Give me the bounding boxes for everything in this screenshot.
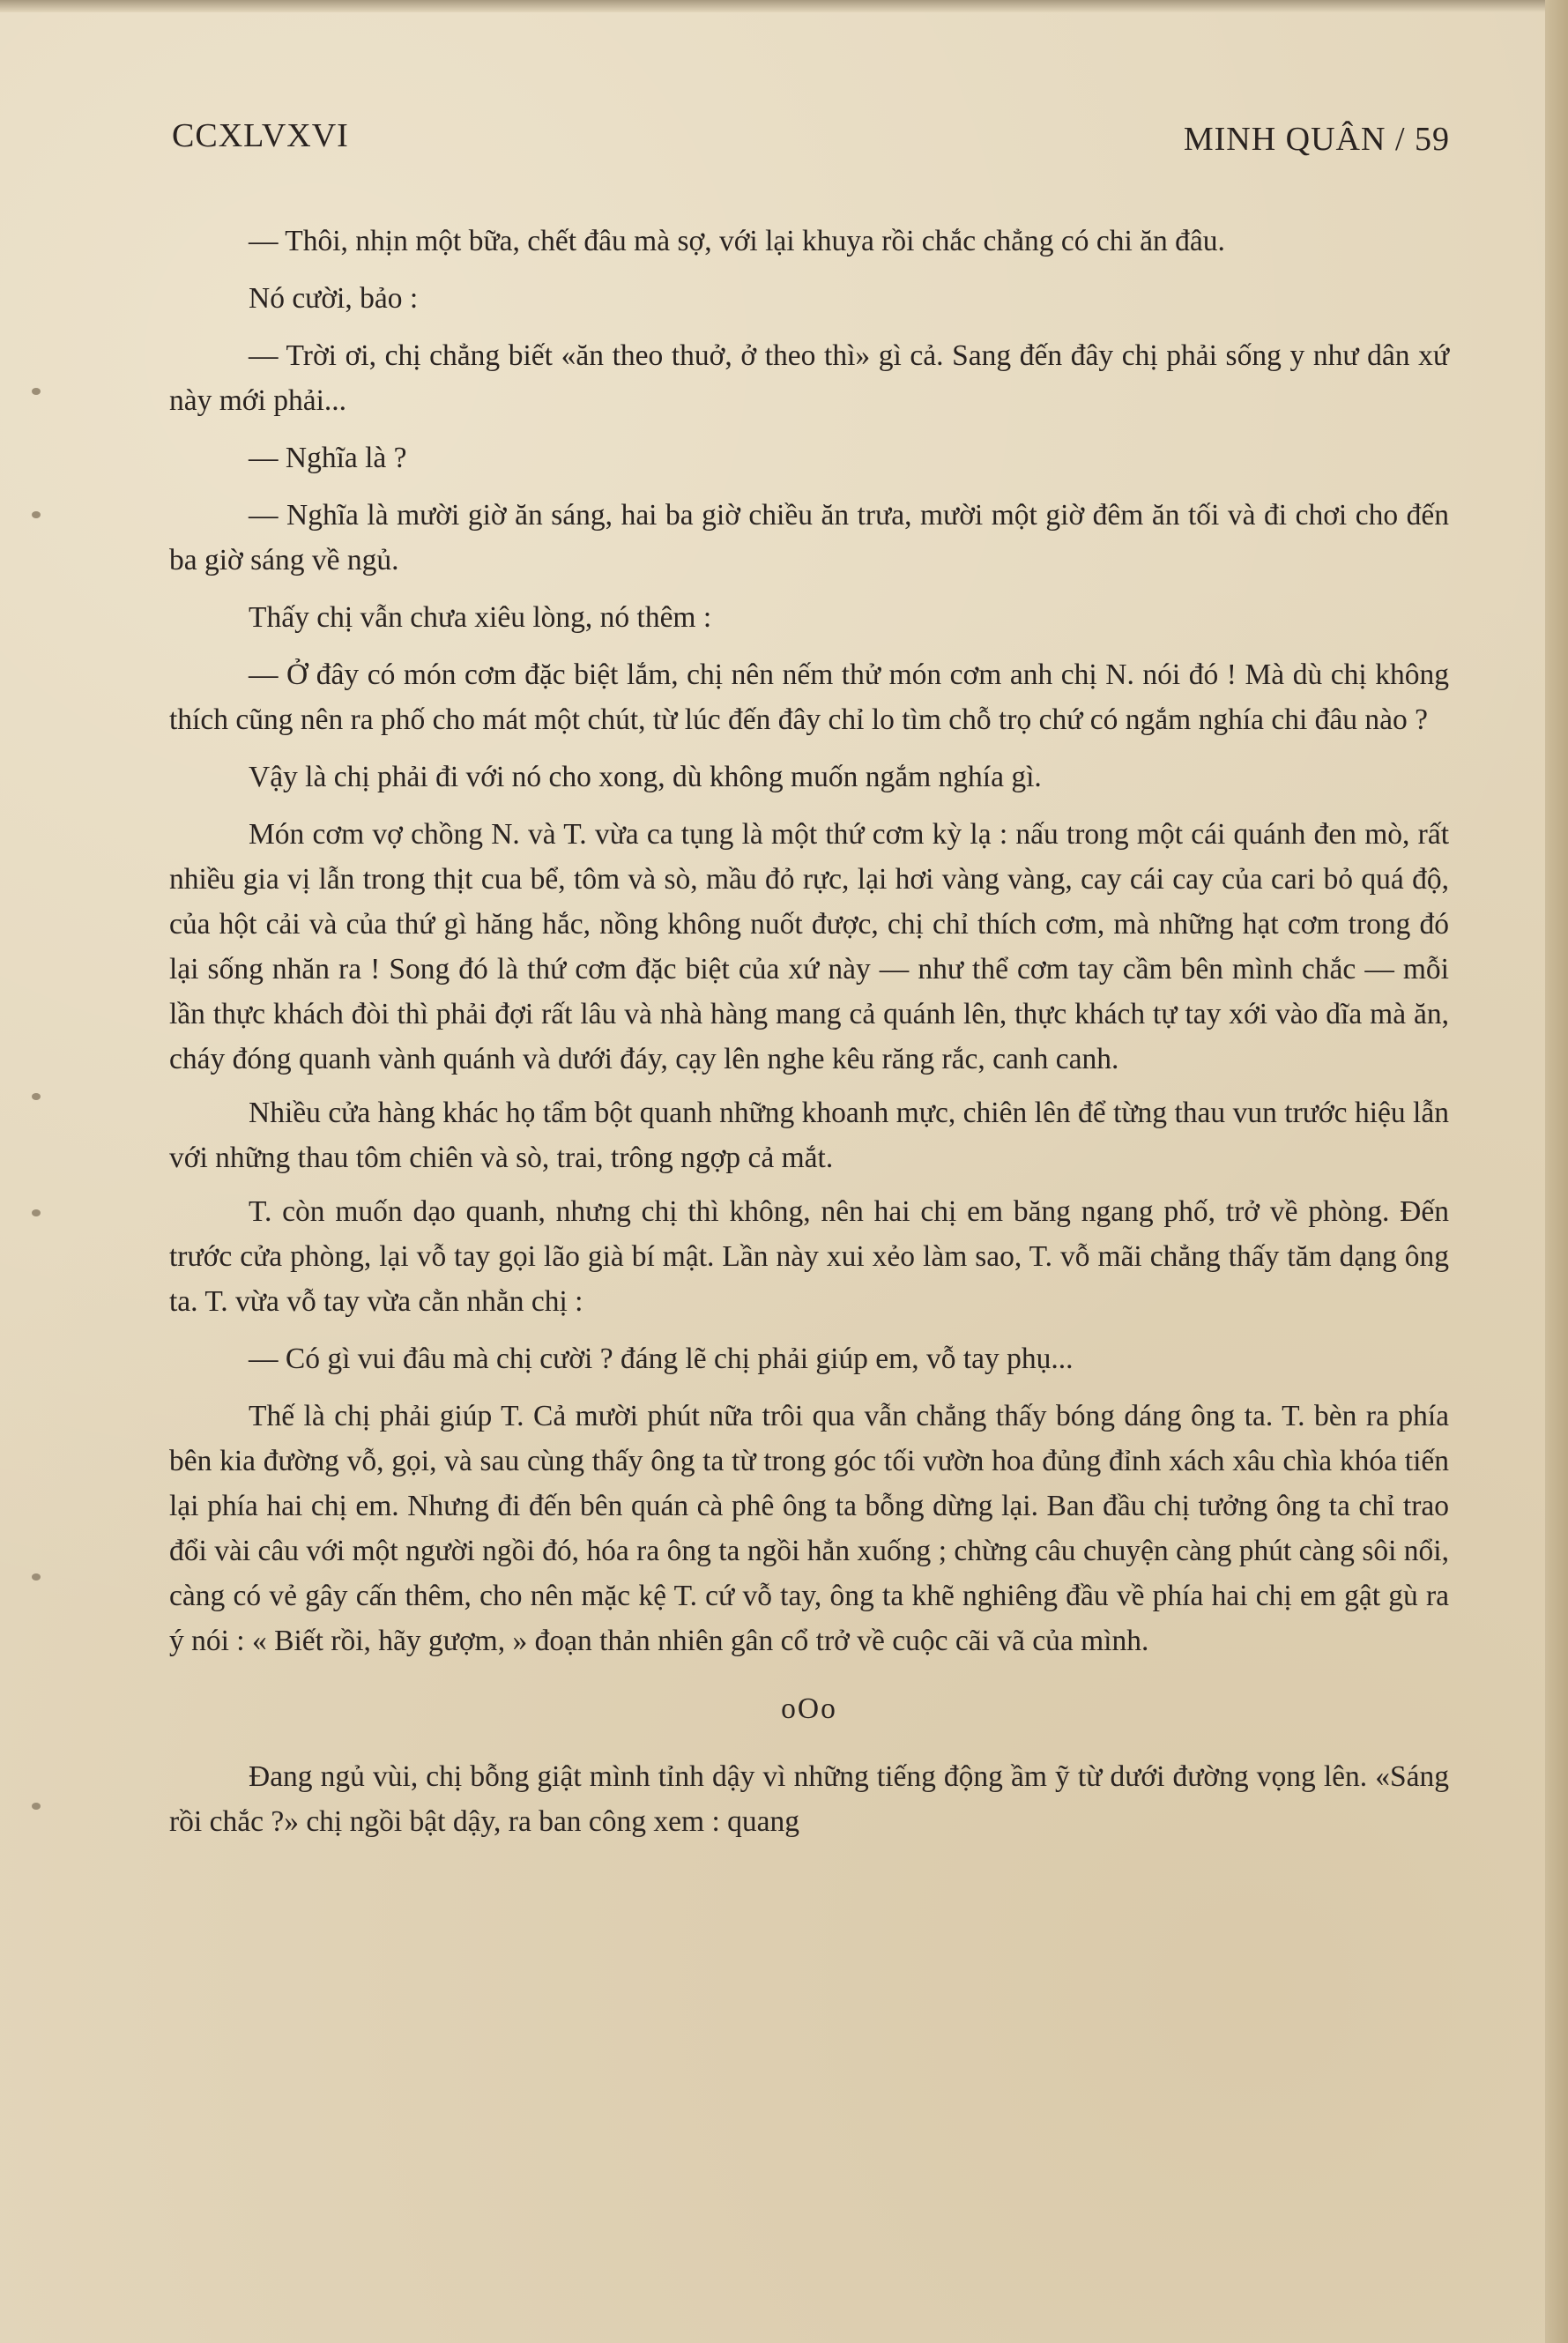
margin-speck (32, 511, 41, 518)
running-header (172, 116, 1450, 169)
paragraph: T. còn muốn dạo quanh, nhưng chị thì không, nên hai chị em băng ngang phố, trở về phòng. Đến trước cửa phòng, lại vỗ tay gọi lão già bí mật. Lần này xui xẻo làm sao, T. vỗ mãi chẳng thấy tăm dạng ông ta. T. vừa vỗ tay vừa cằn nhằn chị : (169, 1195, 1449, 1318)
section-separator: oOo (781, 1692, 837, 1725)
paragraph: — Thôi, nhịn một bữa, chết đâu mà sợ, với lại khuya rồi chắc chẳng có chi ăn đâu. (249, 225, 1225, 257)
paragraph: Vậy là chị phải đi với nó cho xong, dù không muốn ngắm nghía gì. (249, 761, 1042, 793)
paragraph: Thấy chị vẫn chưa xiêu lòng, nó thêm : (249, 601, 712, 634)
paragraph: — Ở đây có món cơm đặc biệt lắm, chị nên nếm thử món cơm anh chị N. nói đó ! Mà dù chị không thích cũng nên ra phố cho mát một chút, từ lúc đến đây chỉ lo tìm chỗ trọ chứ có ngắm nghía chi đâu nào ? (169, 658, 1449, 736)
paragraph: Thế là chị phải giúp T. Cả mười phút nữa trôi qua vẫn chẳng thấy bóng dáng ông ta. T. bèn ra phía bên kia đường vỗ, gọi, và sau cùng thấy ông ta từ trong góc tối vườn hoa đủng đỉnh xách xâu chìa khóa tiến lại phía hai chị em. Nhưng đi đến bên quán cà phê ông ta bỗng dừng lại. Ban đầu chị tưởng ông ta chỉ trao đổi vài câu với một người ngồi đó, hóa ra ông ta ngồi hẳn xuống ; chừng câu chuyện càng phút càng sôi nổi, càng có vẻ gây cấn thêm, cho nên mặc kệ T. cứ vỗ tay, ông ta khẽ nghiêng đầu về phía hai chị em gật gù ra ý nói : « Biết rồi, hãy gượm, » đoạn thản nhiên gân cổ trở về cuộc cãi vã của mình. (169, 1400, 1449, 1657)
paragraph: — Trời ơi, chị chẳng biết «ăn theo thuở, ở theo thì» gì cả. Sang đến đây chị phải sống y như dân xứ này mới phải... (169, 339, 1449, 417)
header-issue-number: CCXLVXVI (172, 117, 349, 154)
paragraph: — Nghĩa là mười giờ ăn sáng, hai ba giờ chiều ăn trưa, mười một giờ đêm ăn tối và đi chơi cho đến ba giờ sáng về ngủ. (169, 499, 1449, 576)
body-text (169, 219, 1449, 1856)
margin-speck (32, 388, 41, 395)
paragraph: Nó cười, bảo : (249, 282, 419, 315)
margin-speck (32, 1093, 41, 1100)
page-right-edge (1545, 0, 1568, 2343)
margin-speck (32, 1573, 41, 1581)
header-author-page: MINH QUÂN / 59 (1183, 121, 1450, 158)
margin-speck (32, 1803, 41, 1810)
paragraph: Nhiều cửa hàng khác họ tẩm bột quanh những khoanh mực, chiên lên để từng thau vun trước hiệu lẫn với những thau tôm chiên và sò, trai, trông ngợp cả mắt. (169, 1097, 1449, 1174)
paragraph: Đang ngủ vùi, chị bỗng giật mình tỉnh dậy vì những tiếng động ầm ỹ từ dưới đường vọng lên. «Sáng rồi chắc ?» chị ngồi bật dậy, ra ban công xem : quang (169, 1760, 1449, 1838)
margin-speck (32, 1209, 41, 1216)
paragraph: Món cơm vợ chồng N. và T. vừa ca tụng là một thứ cơm kỳ lạ : nấu trong một cái quánh đen mò, rất nhiều gia vị lẫn trong thịt cua bể, tôm và sò, mầu đỏ rực, lại hơi vàng vàng, cay cái cay của cari bỏ quá độ, của hột cải và của thứ gì hăng hắc, nồng không nuốt được, chị chỉ thích cơm, mà những hạt cơm trong đó lại sống nhăn ra ! Song đó là thứ cơm đặc biệt của xứ này — như thể cơm tay cầm bên mình chắc — mỗi lần thực khách đòi thì phải đợi rất lâu và nhà hàng mang cả quánh lên, thực khách tự tay xới vào dĩa mà ăn, cháy đóng quanh vành quánh và dưới đáy, cạy lên nghe kêu răng rắc, canh canh. (169, 818, 1449, 1075)
page-top-edge (0, 0, 1568, 12)
paragraph: — Nghĩa là ? (249, 442, 407, 474)
paragraph: — Có gì vui đâu mà chị cười ? đáng lẽ chị phải giúp em, vỗ tay phụ... (249, 1343, 1074, 1375)
